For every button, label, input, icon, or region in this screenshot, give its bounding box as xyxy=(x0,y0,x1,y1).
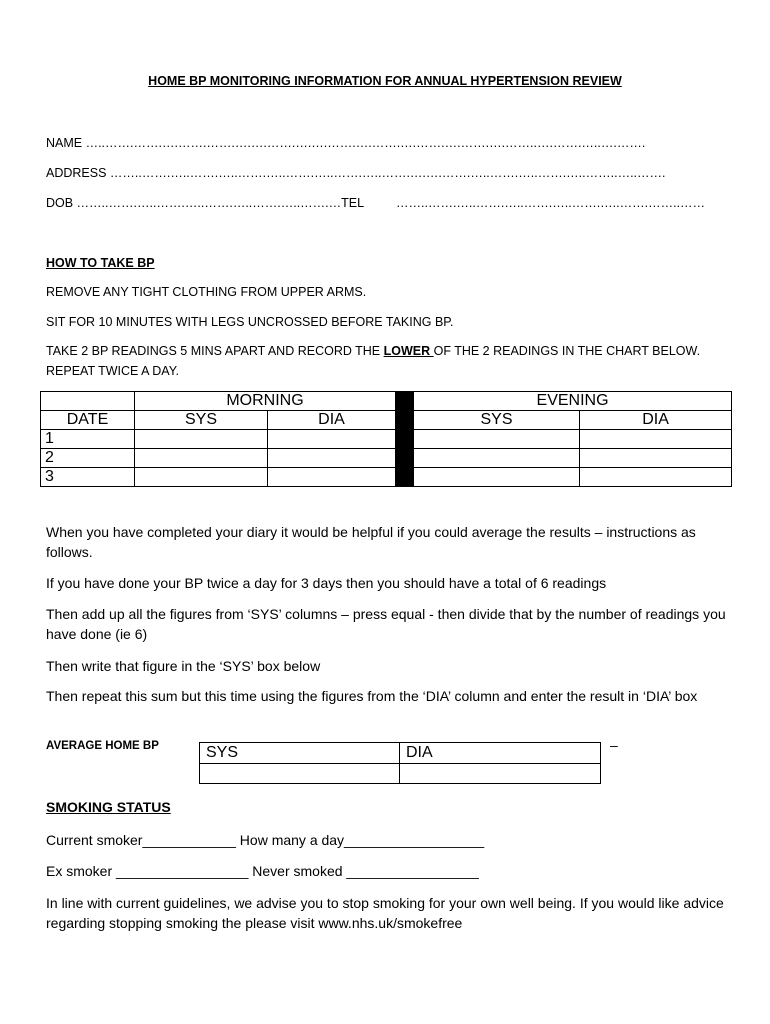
instruction-step-2: SIT FOR 10 MINUTES WITH LEGS UNCROSSED BEFORE TAKING BP. xyxy=(46,315,454,329)
smoking-advice-text: In line with current guidelines, we advise you to stop smoking for your own well being. If you would like advice regarding stopping smoking the please visit www.nhs.uk/smokefree xyxy=(46,895,724,931)
instruction-step-3 xyxy=(46,341,736,381)
how-to-heading: HOW TO TAKE BP xyxy=(46,256,155,270)
row-2-evening-dia[interactable] xyxy=(580,449,732,468)
address-field[interactable]: ADDRESS ……..…….…..…….…..…….…..…….…..…….…..…….….….…….…..…….…..…….…..……..…..……. xyxy=(46,166,666,180)
smoking-current-line[interactable]: Current smoker____________ How many a day__________________ xyxy=(46,832,485,848)
evening-header: EVENING xyxy=(414,392,732,411)
smoking-status-heading: SMOKING STATUS xyxy=(46,799,171,815)
lower-emphasis: LOWER xyxy=(383,344,434,358)
morning-sys-header: SYS xyxy=(135,411,268,430)
divider-bar xyxy=(396,392,414,487)
dash-mark: – xyxy=(610,737,618,753)
average-dia-header: DIA xyxy=(400,743,601,764)
row-3-evening-dia[interactable] xyxy=(580,468,732,487)
morning-header: MORNING xyxy=(135,392,396,411)
row-3-evening-sys[interactable] xyxy=(414,468,580,487)
paragraph-total-readings: If you have done your BP twice a day for 3 days then you should have a total of 6 readings xyxy=(46,575,607,591)
row-1-morning-dia[interactable] xyxy=(268,430,396,449)
instruction-step-1: REMOVE ANY TIGHT CLOTHING FROM UPPER ARMS. xyxy=(46,285,367,299)
average-sys-value[interactable] xyxy=(200,764,400,784)
bp-chart-table xyxy=(40,391,732,487)
row-2-evening-sys[interactable] xyxy=(414,449,580,468)
step-3-text-before: TAKE 2 BP READINGS 5 MINS APART AND RECORD THE xyxy=(46,344,384,358)
average-home-bp-label: AVERAGE HOME BP xyxy=(46,740,159,752)
row-3-morning-dia[interactable] xyxy=(268,468,396,487)
row-3-label: 3 xyxy=(41,468,135,487)
row-1-label: 1 xyxy=(41,430,135,449)
smoking-ex-line[interactable]: Ex smoker _________________ Never smoked _________________ xyxy=(46,863,479,879)
tel-field[interactable]: ……..…….…..…….…..…….…..…….…..…….……..…… xyxy=(396,196,706,210)
step-3-text-after: OF THE 2 READINGS IN THE CHART BELOW. REPEAT TWICE A DAY. xyxy=(46,344,701,378)
blank-header-cell xyxy=(41,392,135,411)
average-bp-table xyxy=(199,742,601,784)
row-2-label: 2 xyxy=(41,449,135,468)
evening-sys-header: SYS xyxy=(414,411,580,430)
name-field[interactable]: NAME …..…….…….….…….…….….….…….….….…….….…….….…….….…….….……..….…….…..….……. xyxy=(46,136,646,150)
paragraph-add-sys: Then add up all the figures from ‘SYS’ columns – press equal - then divide that by the number of readings you have done (ie 6) xyxy=(46,606,726,642)
evening-dia-header: DIA xyxy=(580,411,732,430)
row-1-morning-sys[interactable] xyxy=(135,430,268,449)
form-title: HOME BP MONITORING INFORMATION FOR ANNUAL HYPERTENSION REVIEW xyxy=(148,74,622,88)
row-3-morning-sys[interactable] xyxy=(135,468,268,487)
paragraph-averaging-intro: When you have completed your diary it would be helpful if you could average the results – instructions as follows. xyxy=(46,524,696,560)
date-header: DATE xyxy=(41,411,135,430)
average-dia-value[interactable] xyxy=(400,764,601,784)
row-2-morning-sys[interactable] xyxy=(135,449,268,468)
paragraph-write-sys: Then write that figure in the ‘SYS’ box below xyxy=(46,658,321,674)
row-2-morning-dia[interactable] xyxy=(268,449,396,468)
dob-field[interactable]: DOB ……..…….…..…….…..…….…..…….…..…….…TEL xyxy=(46,196,365,210)
row-1-evening-dia[interactable] xyxy=(580,430,732,449)
row-1-evening-sys[interactable] xyxy=(414,430,580,449)
average-sys-header: SYS xyxy=(200,743,400,764)
paragraph-repeat-dia: Then repeat this sum but this time using the figures from the ‘DIA’ column and enter the result in ‘DIA’ box xyxy=(46,688,698,704)
morning-dia-header: DIA xyxy=(268,411,396,430)
